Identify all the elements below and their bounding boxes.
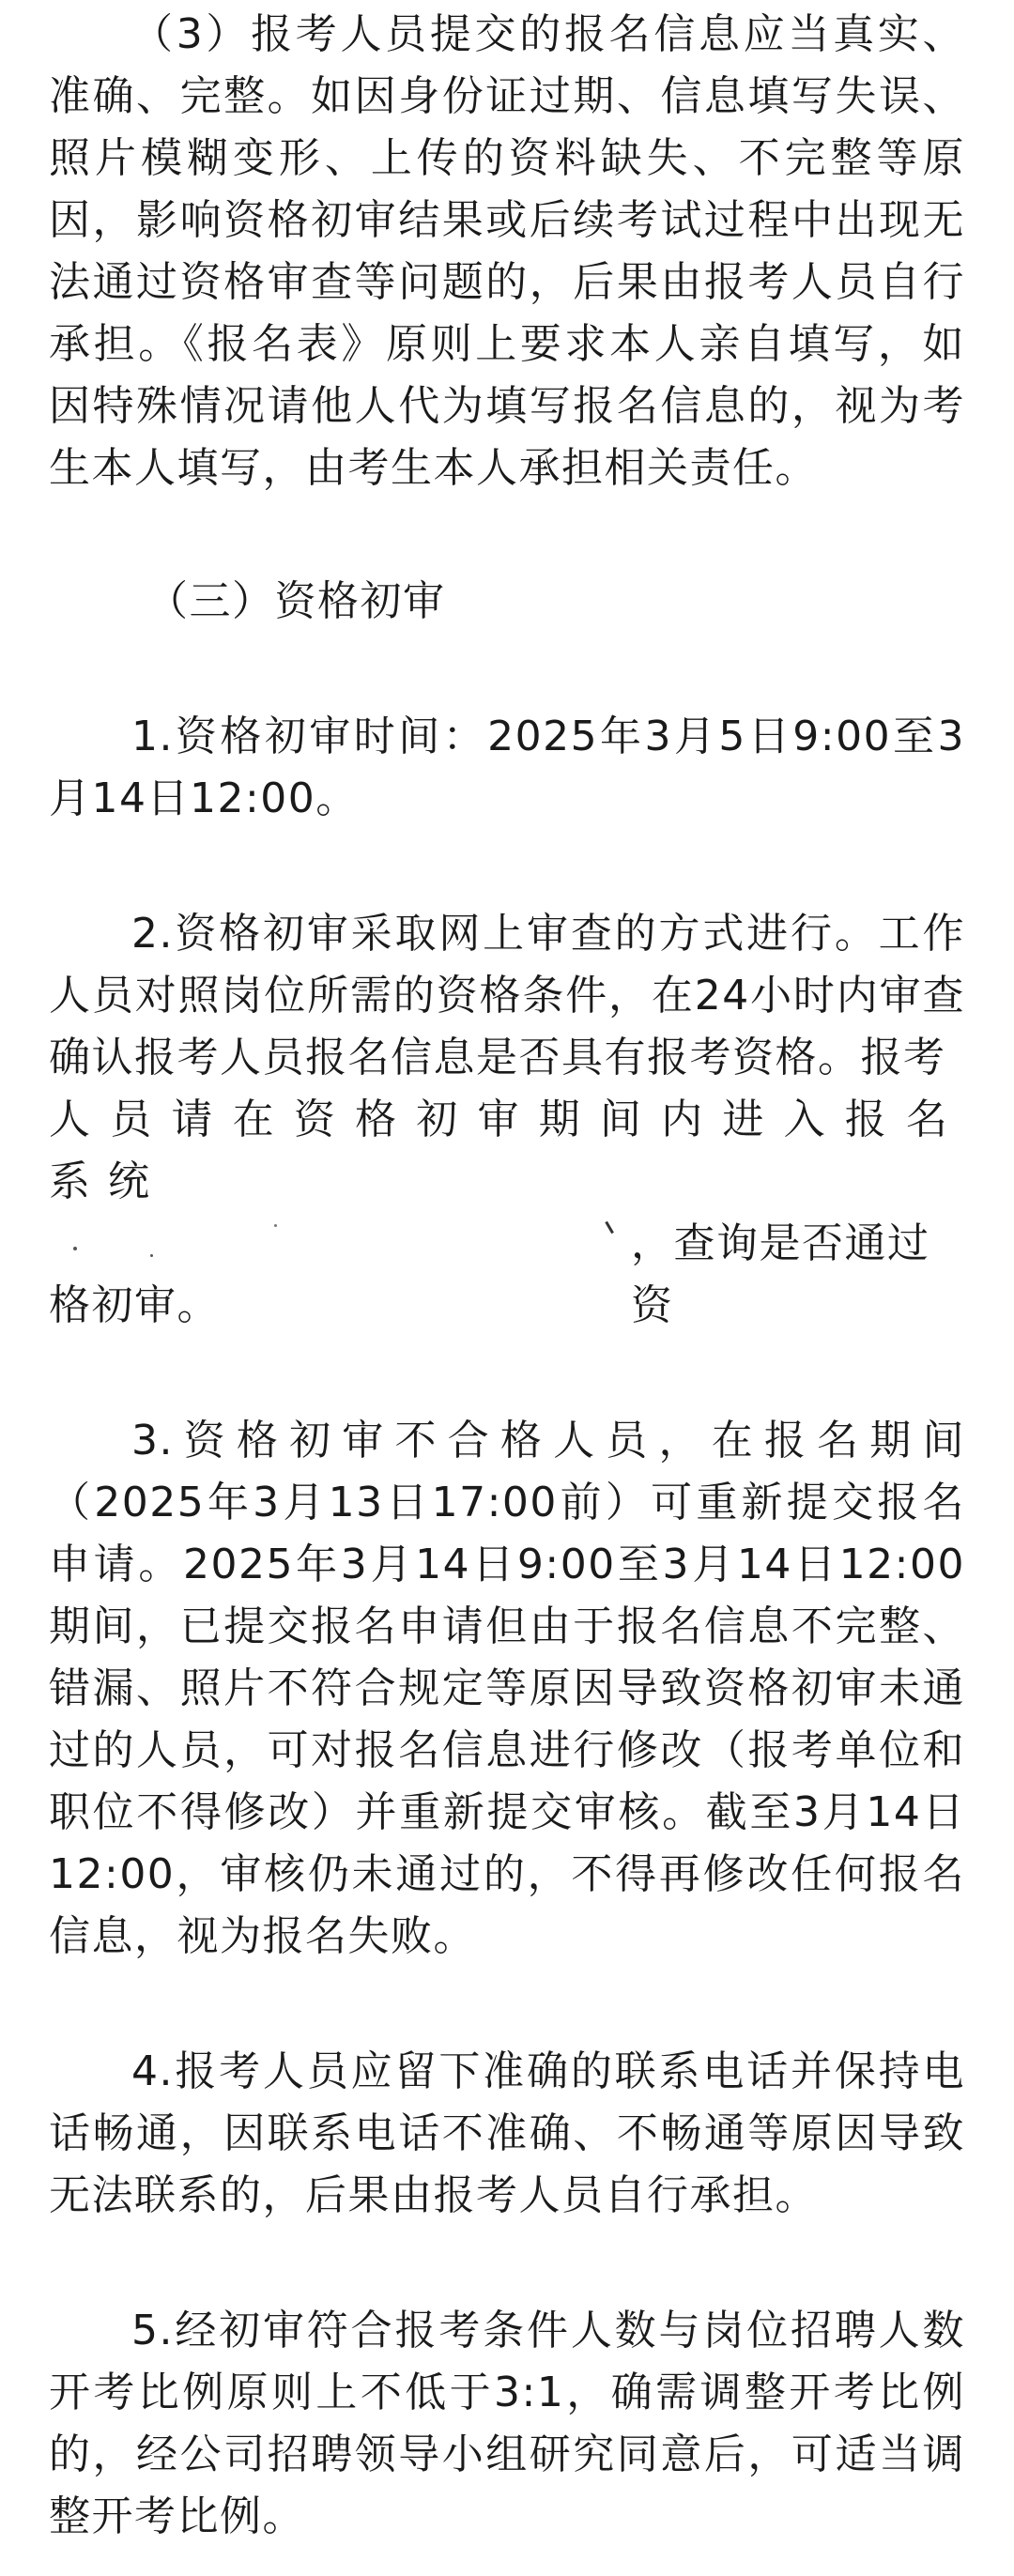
paragraph-online-review-end: 格初审。 [49,1281,220,1329]
paragraph-resubmission: 3.资格初审不合格人员，在报名期间（2025年3月13日17:00前）可重新提交报名申请。2025年3月14日9:00至3月14日12:00期间，已提交报名申请但由于报名信息不完整、错漏、照片不符合规定等原因导致资格初审未通过的人员，可对报名信息进行修改（报考单位和职位不得修改）并重新提交审核。截至3月14日12:00，审核仍未通过的，不得再修改任何报名信息，视为报名失败。 [49,1417,965,1960]
redaction-mark [274,1224,277,1227]
paragraph-exam-ratio: 5.经初审符合报考条件人数与岗位招聘人数开考比例原则上不低于3:1，确需调整开考比例的，经公司招聘领导小组研究同意后，可适当调整开考比例。 [49,2307,965,2540]
paragraph-review-time: 1.资格初审时间：2025年3月5日9:00至3月14日12:00。 [49,713,965,822]
redaction-mark [600,1221,614,1237]
paragraph-online-review [49,903,965,1337]
paragraph-online-review-tail: ，查询是否通过资 [631,1219,930,1329]
paragraph-contact-phone: 4.报考人员应留下准确的联系电话并保持电话畅通，因联系电话不准确、不畅通等原因导致无法联系的，后果由报考人员自行承担。 [49,2047,965,2219]
paragraph-online-review-system-line: 人员请在资格初审期间内进入报名系统 [49,1096,965,1205]
redaction-mark [150,1254,153,1257]
paragraph-online-review-text: 2.资格初审采取网上审查的方式进行。工作人员对照岗位所需的资格条件，在24小时内审查确认报考人员报名信息是否具有报考资格。报考 [49,910,965,1081]
section-heading-qualification-review: （三）资格初审 [146,577,446,625]
redaction-mark [73,1247,77,1250]
paragraph-information-accuracy: （3）报考人员提交的报名信息应当真实、准确、完整。如因身份证过期、信息填写失误、照片模糊变形、上传的资料缺失、不完整等原因，影响资格初审结果或后续考试过程中出现无法通过资格审查等问题的，后果由报考人员自行承担。《报名表》原则上要求本人亲自填写，如因特殊情况请他人代为填写报名信息的，视为考生本人填写，由考生本人承担相关责任。 [49,10,965,492]
